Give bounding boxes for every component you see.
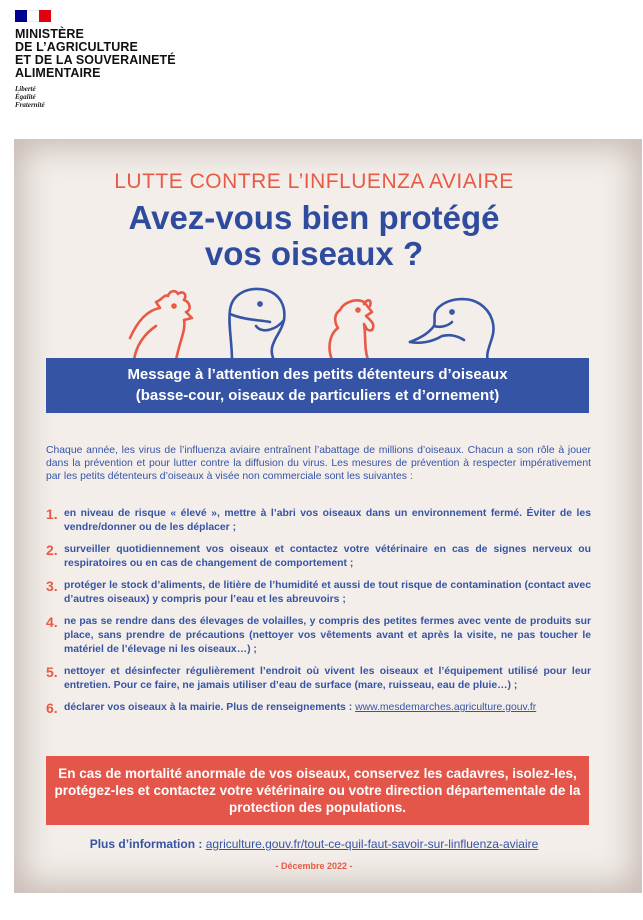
item-number: 4.	[46, 614, 58, 630]
title-line-2: vos oiseaux ?	[204, 235, 424, 272]
poster-title	[0, 200, 628, 272]
list-item	[46, 507, 591, 535]
item-text: nettoyer et désinfecter régulièrement l’endroit où vivent les oiseaux et l’équipement utilisé pour leur entretien. Pour ce faire, ne jamais utiliser d’eau de surface (mare, ruisseau, eau de pluie…) ;	[64, 666, 591, 691]
item-number: 3.	[46, 578, 58, 594]
republic-motto: Liberté Égalité Fraternité	[15, 85, 45, 109]
item-number: 2.	[46, 542, 58, 558]
publication-date: - Décembre 2022 -	[275, 861, 353, 871]
goose-icon	[229, 289, 284, 360]
item-number: 6.	[46, 700, 58, 716]
ministry-name: MINISTÈRE DE L’AGRICULTURE ET DE LA SOUVERAINETÉ ALIMENTAIRE	[15, 27, 176, 80]
birds-illustration	[120, 280, 520, 360]
item-text: ne pas se rendre dans des élevages de volailles, y compris des petites fermes avec vente de produits sur place, sans prendre de précautions (nettoyer vos vêtements avant et après la visite, ne pas toucher le matériel de l’élevage ni les oiseaux…) ;	[64, 616, 591, 655]
item-number: 1.	[46, 506, 58, 522]
audience-line-1: Message à l’attention des petits détenteurs d’oiseaux	[127, 366, 508, 383]
title-line-1: Avez-vous bien protégé	[128, 199, 500, 236]
audience-band	[46, 358, 589, 413]
poster-kicker: LUTTE CONTRE L’INFLUENZA AVIAIRE	[114, 170, 514, 193]
duck-icon	[410, 299, 494, 360]
item-text	[64, 701, 591, 715]
list-item	[46, 615, 591, 657]
intro-paragraph: Chaque année, les virus de l’influenza aviaire entraînent l’abattage de millions d’oiseaux. Chacun a son rôle à jouer dans la prévention et pour lutter contre la diffusion du virus. Les mesures de prévention à respecter impérativement par les petits détenteurs d’oiseaux à visée non commerciale sont les suivantes :	[46, 445, 591, 482]
list-item	[46, 701, 591, 715]
turkey-icon	[330, 300, 374, 360]
list-item	[46, 543, 591, 571]
item-text: surveiller quotidiennement vos oiseaux et contactez votre vétérinaire en cas de signes nerveux ou respiratoires ou en cas de changement de comportement ;	[64, 544, 591, 569]
list-item	[46, 665, 591, 693]
more-info	[0, 837, 628, 851]
more-info-link[interactable]: agriculture.gouv.fr/tout-ce-quil-faut-savoir-sur-linfluenza-aviaire	[205, 837, 539, 851]
list-item	[46, 579, 591, 607]
item-text: protéger le stock d’aliments, de litière de l’humidité et aussi de tout risque de contamination (contact avec d’autres oiseaux) y compris pour l’eau et les abreuvoirs ;	[64, 580, 591, 605]
item-text: en niveau de risque « élevé », mettre à l’abri vos oiseaux dans un environnement fermé. Éviter de les vendre/donner ou de les déplacer ;	[64, 508, 591, 533]
item-text-content: déclarer vos oiseaux à la mairie. Plus de renseignements :	[64, 702, 353, 713]
marianne-flag-icon	[15, 10, 51, 22]
rooster-icon	[130, 291, 192, 360]
alert-band: En cas de mortalité anormale de vos oiseaux, conservez les cadavres, isolez-les, protégez-les et contactez votre vétérinaire ou votre direction départementale de la protection des populations.	[46, 756, 589, 825]
measures-list	[46, 507, 591, 723]
ministry-logo	[15, 10, 215, 109]
mesdemarches-link[interactable]: www.mesdemarches.agriculture.gouv.fr	[355, 702, 537, 713]
more-info-label: Plus d’information :	[89, 837, 203, 851]
item-number: 5.	[46, 664, 58, 680]
audience-line-2: (basse-cour, oiseaux de particuliers et d’ornement)	[135, 387, 500, 404]
